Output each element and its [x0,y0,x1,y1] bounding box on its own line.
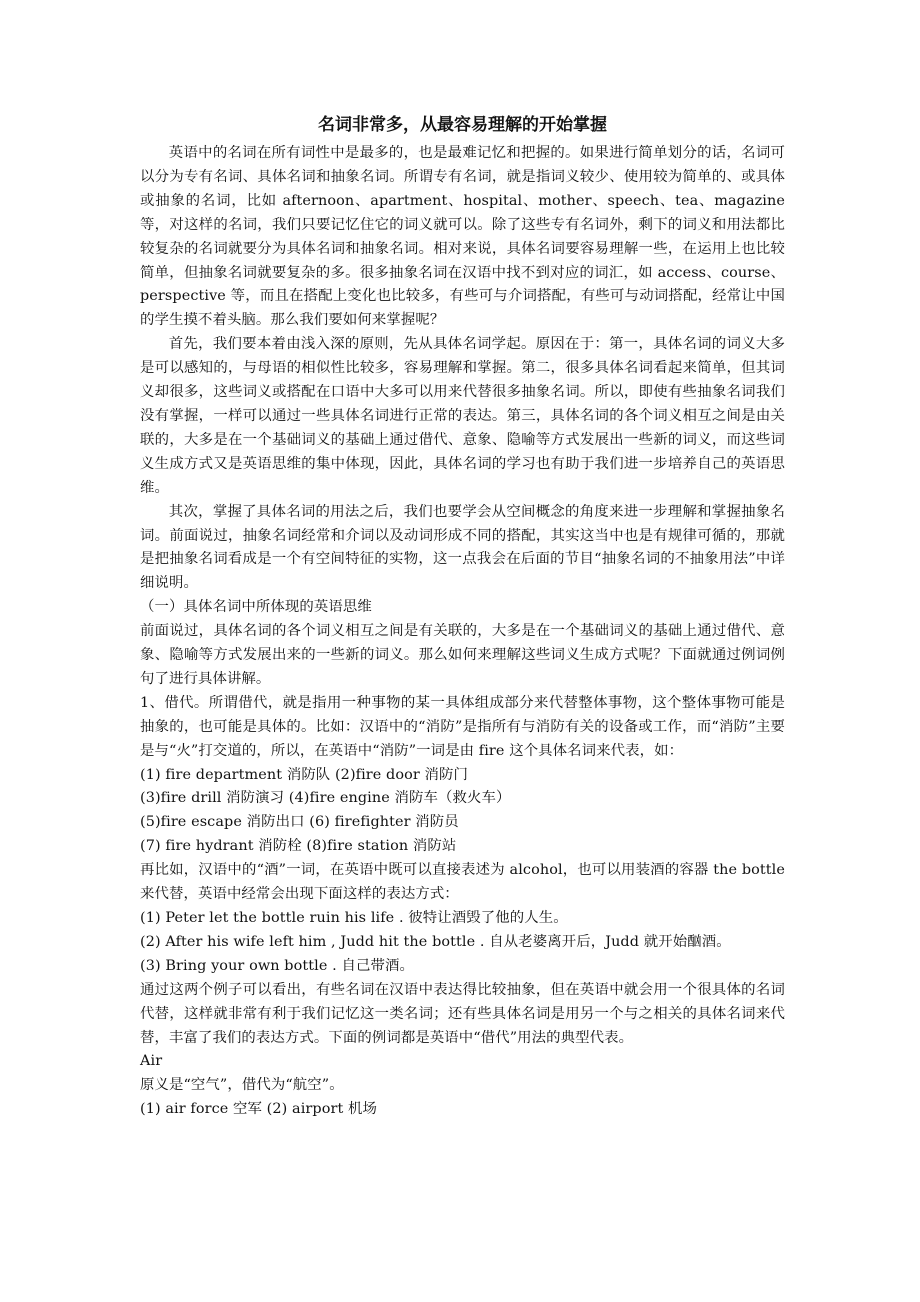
example-line: (3)fire drill 消防演习 (4)fire engine 消防车（救火车） [140,790,511,807]
alcohol-paragraph: 再比如，汉语中的“酒”一词，在英语中既可以直接表述为 alcohol，也可以用装酒的容器 the bottle 来代替，英语中经常会出现下面这样的表达方式： [140,862,785,903]
example-line: (3) Bring your own bottle . 自己带酒。 [140,957,414,974]
example-line: (1) air force 空军 (2) airport 机场 [140,1101,377,1118]
term-definition: 原义是“空气”，借代为“航空”。 [140,1077,344,1094]
example-line: (2) After his wife left him , Judd hit the bottle . 自从老婆离开后，Judd 就开始酗酒。 [140,933,731,950]
example-line: (7) fire hydrant 消防栓 (8)fire station 消防站 [140,838,457,855]
section-intro-paragraph: 前面说过，具体名词的各个词义相互之间是有关联的，大多是在一个基础词义的基础上通过借代、意象、隐喻等方式发展出来的一些新的词义。那么如何来理解这些词义生成方式呢？下面就通过例词例句了进行具体讲解。 [140,623,785,687]
example-line: (5)fire escape 消防出口 (6) firefighter 消防员 [140,814,459,831]
first-principle-paragraph: 首先，我们要本着由浅入深的原则，先从具体名词学起。原因在于：第一，具体名词的词义大多是可以感知的，与母语的相似性比较多，容易理解和掌握。第二，很多具体名词看起来简单，但其词义却很多，这些词义或搭配在口语中大多可以用来代替很多抽象名词。所以，即使有些抽象名词我们没有掌握，一样可以通过一些具体名词进行正常的表达。第三，具体名词的各个词义相互之间是由关联的，大多是在一个基础词义的基础上通过借代、意象、隐喻等方式发展出一些新的词义，而这些词义生成方式又是英语思维的集中体现，因此，具体名词的学习也有助于我们进一步培养自己的英语思维。 [140,336,785,496]
second-principle-paragraph: 其次，掌握了具体名词的用法之后，我们也要学会从空间概念的角度来进一步理解和掌握抽象名词。前面说过，抽象名词经常和介词以及动词形成不同的搭配，其实这当中也是有规律可循的，那就是把抽象名词看成是一个有空间特征的实物，这一点我会在后面的节目“抽象名词的不抽象用法”中详细说明。 [140,503,785,592]
document-title: 名词非常多，从最容易理解的开始掌握 [318,115,607,135]
example-line: (1) Peter let the bottle ruin his life . 彼特让酒毁了他的人生。 [140,910,568,926]
metonymy-paragraph: 1、借代。所谓借代，就是指用一种事物的某一具体组成部分来代替整体事物，这个整体事物可能是抽象的，也可能是具体的。比如：汉语中的“消防”是指所有与消防有关的设备或工作，而“消防”主要是与“火”打交道的，所以，在英语中“消防”一词是由 fire 这个具体名词来代表，如： [140,694,785,759]
example-line: (1) fire department 消防队 (2)fire door 消防门 [140,766,469,783]
intro-paragraph: 英语中的名词在所有词性中是最多的，也是最难记忆和把握的。如果进行简单划分的话，名词可以分为专有名词、具体名词和抽象名词。所谓专有名词，就是指词义较少、使用较为简单的、或具体或抽象的名词，比如 afternoon、apartment、hospital、mother、speech、tea、magazine 等，对这样的名词，我们只要记忆住它的词义就可以。除了这些专有名词外，剩下的词义和用法都比较复杂的名词就要分为具体名词和抽象名词。相对来说，具体名词要容易理解一些，在运用上也比较简单，但抽象名词就要复杂的多。很多抽象名词在汉语中找不到对应的词汇，如 access、course、perspective 等，而且在搭配上变化也比较多，有些可与介词搭配，有些可与动词搭配，经常让中国的学生摸不着头脑。那么我们要如何来掌握呢？ [140,145,785,329]
summary-paragraph: 通过这两个例子可以看出，有些名词在汉语中表达得比较抽象，但在英语中就会用一个很具体的名词代替，这样就非常有利于我们记忆这一类名词；还有些具体名词是用另一个与之相关的具体名词来代替，丰富了我们的表达方式。下面的例词都是英语中“借代”用法的典型代表。 [140,981,785,1046]
section-heading: （一）具体名词中所体现的英语思维 [140,599,372,616]
term-heading: Air [140,1053,163,1070]
document-page [140,112,785,1122]
